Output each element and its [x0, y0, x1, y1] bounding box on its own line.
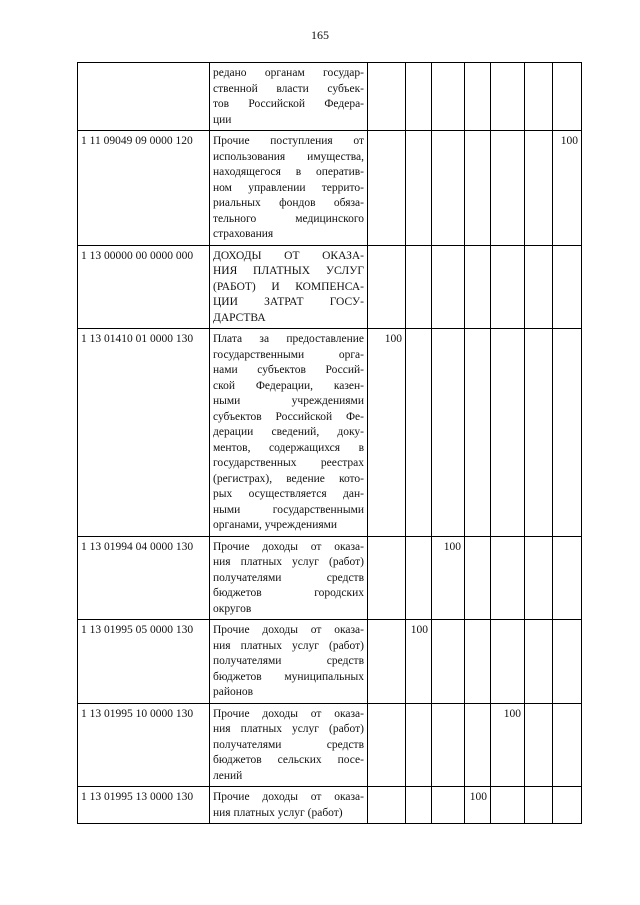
normative-value-cell — [525, 245, 553, 329]
normative-value-cell — [432, 63, 465, 131]
revenue-name-line: государственными орга- — [213, 348, 364, 361]
revenue-name-line: Прочие поступления от — [213, 135, 364, 147]
revenue-name-line: страхования — [213, 228, 274, 240]
budget-code-cell: 1 13 01995 10 0000 130 — [78, 703, 210, 787]
revenue-name-line: (регистрах), ведение кото- — [213, 472, 364, 485]
normative-value-cell — [525, 536, 553, 620]
revenue-name-cell — [210, 703, 368, 787]
table-body — [78, 63, 582, 824]
revenue-name-line: дерации сведений, доку- — [213, 426, 364, 438]
normative-value-cell — [553, 536, 582, 620]
revenue-name-line: ния платных услуг (работ) — [213, 806, 343, 819]
revenue-name-line: Прочие доходы от оказа- — [213, 707, 364, 720]
revenue-name-line: бюджетов городских — [213, 587, 364, 599]
normative-value-cell — [525, 620, 553, 704]
revenue-name-cell — [210, 63, 368, 131]
table-row — [78, 245, 582, 329]
normative-value-cell — [432, 787, 465, 824]
revenue-name-cell — [210, 329, 368, 537]
normative-value-cell — [553, 63, 582, 131]
revenue-name-line: округов — [213, 602, 252, 615]
revenue-name-line: ными учреждениями — [213, 395, 364, 407]
table-row — [78, 329, 582, 537]
budget-code-cell: 1 13 01995 13 0000 130 — [78, 787, 210, 824]
revenue-name-line: получателями средств — [213, 571, 364, 584]
table-row — [78, 63, 582, 131]
normative-value-cell — [553, 245, 582, 329]
normative-value-cell: 100 — [368, 329, 406, 537]
revenue-name-line: субъектов Российской Фе- — [213, 410, 364, 423]
revenue-name-line: ния платных услуг (работ) — [213, 723, 364, 735]
revenue-name-line: ДАРСТВА — [213, 311, 266, 324]
revenue-name-line: ния платных услуг (работ) — [213, 639, 364, 652]
revenue-name-line: ментов, содержащихся в — [213, 441, 364, 454]
budget-code-cell — [78, 63, 210, 131]
normative-value-cell — [491, 620, 525, 704]
normative-value-cell — [368, 787, 406, 824]
budget-code-cell: 1 13 01995 05 0000 130 — [78, 620, 210, 704]
revenue-name-cell — [210, 245, 368, 329]
normative-value-cell — [406, 536, 432, 620]
revenue-name-line: бюджетов сельских посе- — [213, 754, 364, 766]
revenue-name-line: ции — [213, 113, 232, 126]
normative-value-cell — [465, 131, 491, 246]
table-row — [78, 620, 582, 704]
revenue-name-line: получателями средств — [213, 738, 364, 751]
normative-value-cell — [406, 329, 432, 537]
normative-value-cell — [465, 329, 491, 537]
normative-value-cell — [553, 620, 582, 704]
normative-value-cell — [406, 245, 432, 329]
normative-value-cell — [491, 787, 525, 824]
normative-value-cell — [525, 787, 553, 824]
normative-value-cell — [553, 703, 582, 787]
normative-value-cell — [465, 245, 491, 329]
revenue-name-line: ЦИИ ЗАТРАТ ГОСУ- — [213, 296, 364, 308]
table-row — [78, 703, 582, 787]
normative-value-cell — [406, 787, 432, 824]
revenue-name-line: Плата за предоставление — [213, 333, 364, 345]
revenue-name-line: рых осуществляется дан- — [213, 488, 364, 500]
table-row — [78, 131, 582, 246]
revenue-name-line: ными государственными — [213, 503, 364, 516]
normative-value-cell — [432, 329, 465, 537]
revenue-distribution-table — [77, 62, 582, 824]
normative-value-cell — [491, 131, 525, 246]
revenue-name-line: ния платных услуг (работ) — [213, 556, 364, 568]
normative-value-cell — [465, 63, 491, 131]
normative-value-cell — [465, 536, 491, 620]
normative-value-cell: 100 — [553, 131, 582, 246]
revenue-name-line: НИЯ ПЛАТНЫХ УСЛУГ — [213, 265, 364, 277]
normative-value-cell — [368, 536, 406, 620]
normative-value-cell — [432, 245, 465, 329]
revenue-name-cell — [210, 131, 368, 246]
normative-value-cell — [406, 131, 432, 246]
revenue-name-line: использования имущества, — [213, 150, 364, 163]
normative-value-cell — [432, 703, 465, 787]
revenue-name-line: Прочие доходы от оказа- — [213, 540, 364, 553]
revenue-name-cell — [210, 620, 368, 704]
revenue-name-line: ном управлении террито- — [213, 181, 364, 194]
revenue-name-line: Прочие доходы от оказа- — [213, 791, 364, 803]
table-row — [78, 536, 582, 620]
page-number: 165 — [311, 28, 329, 42]
normative-value-cell — [553, 329, 582, 537]
normative-value-cell — [491, 245, 525, 329]
normative-value-cell — [368, 63, 406, 131]
revenue-name-line: органами, учреждениями — [213, 519, 338, 531]
revenue-name-line: ственной власти субъек- — [213, 82, 364, 95]
budget-code-cell: 1 13 00000 00 0000 000 — [78, 245, 210, 329]
revenue-name-line: редано органам государ- — [213, 67, 364, 79]
revenue-name-line: получателями средств — [213, 655, 364, 667]
normative-value-cell — [368, 620, 406, 704]
normative-value-cell — [525, 703, 553, 787]
normative-value-cell: 100 — [406, 620, 432, 704]
normative-value-cell — [491, 536, 525, 620]
revenue-name-line: тов Российской Федера- — [213, 98, 364, 110]
revenue-name-line: районов — [213, 686, 254, 698]
revenue-name-line: бюджетов муниципальных — [213, 670, 364, 683]
revenue-name-line: тельного медицинского — [213, 212, 364, 225]
normative-value-cell — [368, 131, 406, 246]
budget-code-cell: 1 13 01410 01 0000 130 — [78, 329, 210, 537]
normative-value-cell — [491, 329, 525, 537]
revenue-name-line: (РАБОТ) И КОМПЕНСА- — [213, 280, 364, 293]
normative-value-cell: 100 — [491, 703, 525, 787]
revenue-name-line: ДОХОДЫ ОТ ОКАЗА- — [213, 249, 364, 262]
revenue-name-cell — [210, 787, 368, 824]
revenue-name-line: Прочие доходы от оказа- — [213, 624, 364, 636]
revenue-name-line: нами субъектов Россий- — [213, 364, 364, 376]
budget-code-cell: 1 13 01994 04 0000 130 — [78, 536, 210, 620]
normative-value-cell: 100 — [432, 536, 465, 620]
normative-value-cell — [432, 131, 465, 246]
normative-value-cell — [525, 63, 553, 131]
normative-value-cell — [406, 63, 432, 131]
normative-value-cell — [465, 703, 491, 787]
budget-code-cell: 1 11 09049 09 0000 120 — [78, 131, 210, 246]
revenue-name-line: государственных реестрах — [213, 457, 364, 469]
normative-value-cell — [465, 620, 491, 704]
normative-value-cell — [525, 329, 553, 537]
normative-value-cell — [553, 787, 582, 824]
normative-value-cell — [491, 63, 525, 131]
normative-value-cell — [368, 245, 406, 329]
revenue-name-line: находящегося в оператив- — [213, 166, 364, 178]
revenue-name-cell — [210, 536, 368, 620]
normative-value-cell — [406, 703, 432, 787]
normative-value-cell — [432, 620, 465, 704]
revenue-name-line: риальных фондов обяза- — [213, 197, 364, 209]
revenue-name-line: лений — [213, 769, 243, 782]
table-row — [78, 787, 582, 824]
normative-value-cell: 100 — [465, 787, 491, 824]
normative-value-cell — [368, 703, 406, 787]
revenue-name-line: ской Федерации, казен- — [213, 379, 364, 392]
normative-value-cell — [525, 131, 553, 246]
